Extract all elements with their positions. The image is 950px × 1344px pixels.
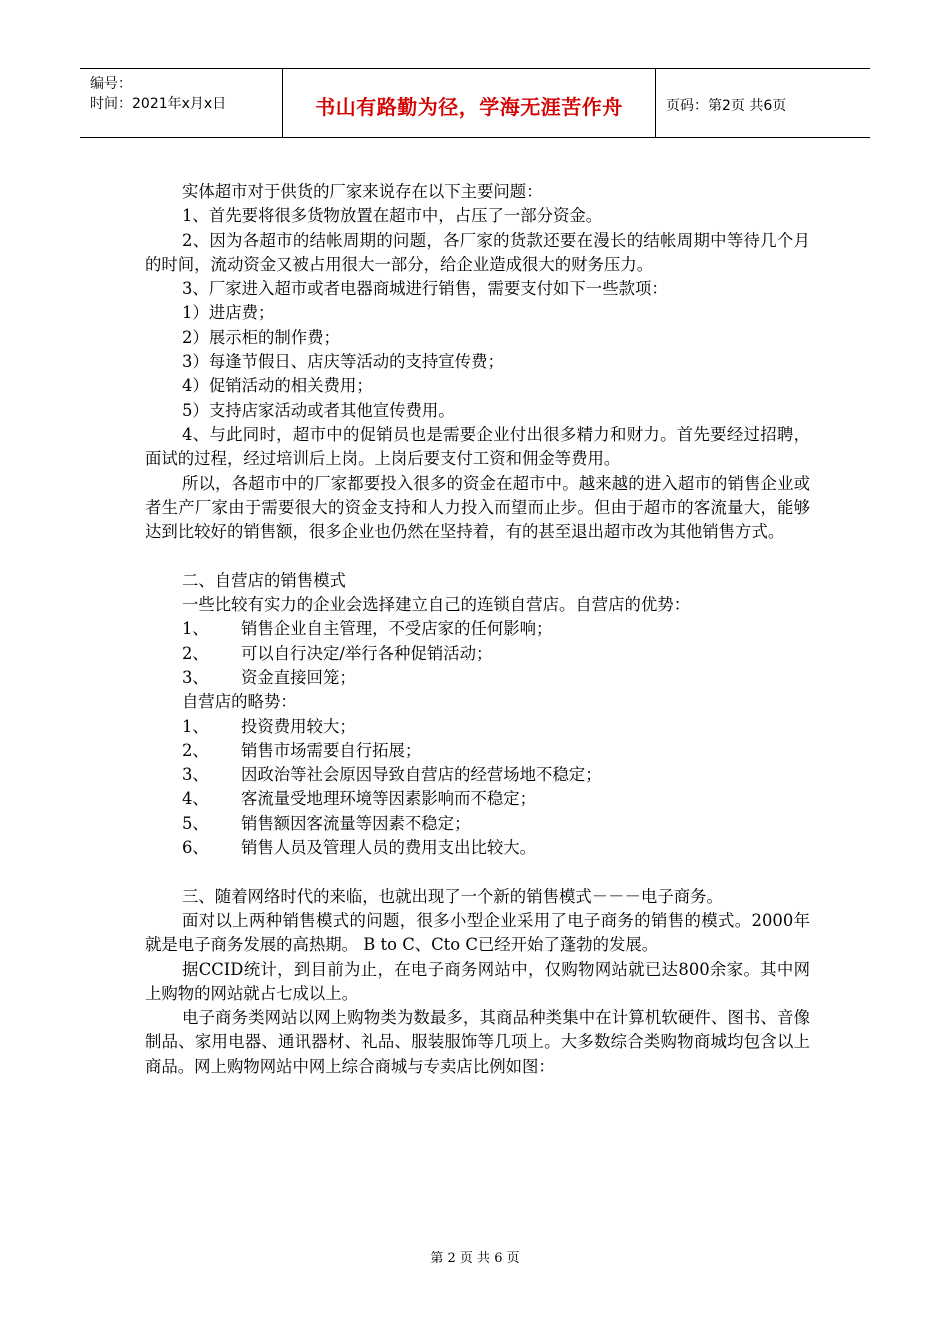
- fee-item: 4）促销活动的相关费用；: [182, 376, 373, 396]
- section-heading: 三、随着网络时代的来临，也就出现了一个新的销售模式－－－电子商务。: [182, 886, 723, 906]
- list-number: 1、: [182, 716, 209, 736]
- paragraph: 1、首先要将很多货物放置在超市中，占压了一部分资金。: [182, 206, 603, 226]
- document-body: [145, 180, 810, 1079]
- list-text: 客流量受地理环境等因素影响而不稳定；: [241, 789, 537, 809]
- list-item: [145, 739, 810, 763]
- list-number: 2、: [182, 740, 209, 760]
- list-number: 4、: [182, 789, 209, 809]
- paragraph: 电子商务类网站以网上购物类为数最多，其商品种类集中在计算机软硬件、图书、音像制品、家用电器、通讯器材、礼品、服装服饰等几项上。大多数综合类购物商城均包含以上商品。网上购物网站中网上综合商城与专卖店比例如图：: [145, 1008, 810, 1076]
- list-item: [145, 666, 810, 690]
- list-number: 5、: [182, 813, 209, 833]
- fee-item: 2）展示柜的制作费；: [182, 327, 340, 347]
- header-page-number: 页码：第2页 共6页: [666, 98, 787, 114]
- list-number: 3、: [182, 765, 209, 785]
- spacer: [145, 860, 810, 884]
- list-number: 3、: [182, 667, 209, 687]
- paragraph: 实体超市对于供货的厂家来说存在以下主要问题：: [182, 182, 543, 201]
- paragraph: 所以，各超市中的厂家都要投入很多的资金在超市中。越来越的进入超市的销售企业或者生产厂家由于需要很大的资金支持和人力投入而望而止步。但由于超市的客流量大，能够达到比较好的销售额，很多企业也仍然在坚持着，有的甚至退出超市改为其他销售方式。: [145, 473, 810, 542]
- spacer: [145, 544, 810, 568]
- list-text: 销售人员及管理人员的费用支出比较大。: [241, 838, 537, 858]
- list-number: 2、: [182, 643, 209, 663]
- list-item: [145, 812, 810, 836]
- list-item: [145, 642, 810, 666]
- section-heading: 二、自营店的销售模式: [182, 570, 346, 590]
- fee-item: 5）支持店家活动或者其他宣传费用。: [182, 400, 455, 420]
- subheading: 自营店的略势：: [182, 692, 297, 712]
- list-text: 资金直接回笼；: [241, 667, 356, 687]
- list-number: 1、: [182, 619, 209, 639]
- paragraph: 4、与此同时，超市中的促销员也是需要企业付出很多精力和财力。首先要经过招聘，面试的过程，经过培训后上岗。上岗后要支付工资和佣金等费用。: [145, 424, 810, 469]
- list-item: [145, 617, 810, 641]
- list-item: [145, 787, 810, 811]
- fee-item: 1）进店费；: [182, 303, 275, 323]
- list-text: 因政治等社会原因导致自营店的经营场地不稳定；: [241, 765, 602, 785]
- paragraph: 2、因为各超市的结帐周期的问题，各厂家的货款还要在漫长的结帐周期中等待几个月的时间，流动资金又被占用很大一部分，给企业造成很大的财务压力。: [145, 230, 810, 274]
- paragraph: 一些比较有实力的企业会选择建立自己的连锁自营店。自营店的优势：: [182, 595, 691, 615]
- list-text: 可以自行决定/举行各种促销活动；: [241, 643, 493, 663]
- document-header: [80, 68, 870, 138]
- fee-item: 3）每逢节假日、店庆等活动的支持宣传费；: [182, 352, 504, 372]
- list-text: 销售企业自主管理，不受店家的任何影响；: [241, 619, 553, 639]
- list-item: [145, 715, 810, 739]
- list-text: 销售市场需要自行拓展；: [241, 740, 422, 760]
- page-footer: 第 2 页 共 6 页: [430, 1251, 520, 1266]
- header-motto: 书山有路勤为径，学海无涯苦作舟: [315, 95, 623, 119]
- paragraph: 3、厂家进入超市或者电器商城进行销售，需要支付如下一些款项：: [182, 279, 668, 299]
- paragraph: 面对以上两种销售模式的问题，很多小型企业采用了电子商务的销售的模式。2000年就是电子商务发展的高热期。 B to C、Cto C已经开始了蓬勃的发展。: [145, 910, 810, 955]
- header-meta: [80, 69, 283, 137]
- document-time-label: 时间：2021年x月x日: [90, 96, 227, 112]
- list-text: 投资费用较大；: [241, 716, 356, 736]
- header-motto-cell: [283, 69, 656, 137]
- header-page-cell: [656, 69, 870, 137]
- list-item: [145, 836, 810, 860]
- list-item: [145, 763, 810, 787]
- list-text: 销售额因客流量等因素不稳定；: [241, 813, 471, 833]
- paragraph: 据CCID统计，到目前为止，在电子商务网站中，仅购物网站就已达800余家。其中网上购物的网站就占七成以上。: [145, 959, 810, 1003]
- document-number-label: 编号：: [90, 76, 132, 92]
- list-number: 6、: [182, 838, 209, 858]
